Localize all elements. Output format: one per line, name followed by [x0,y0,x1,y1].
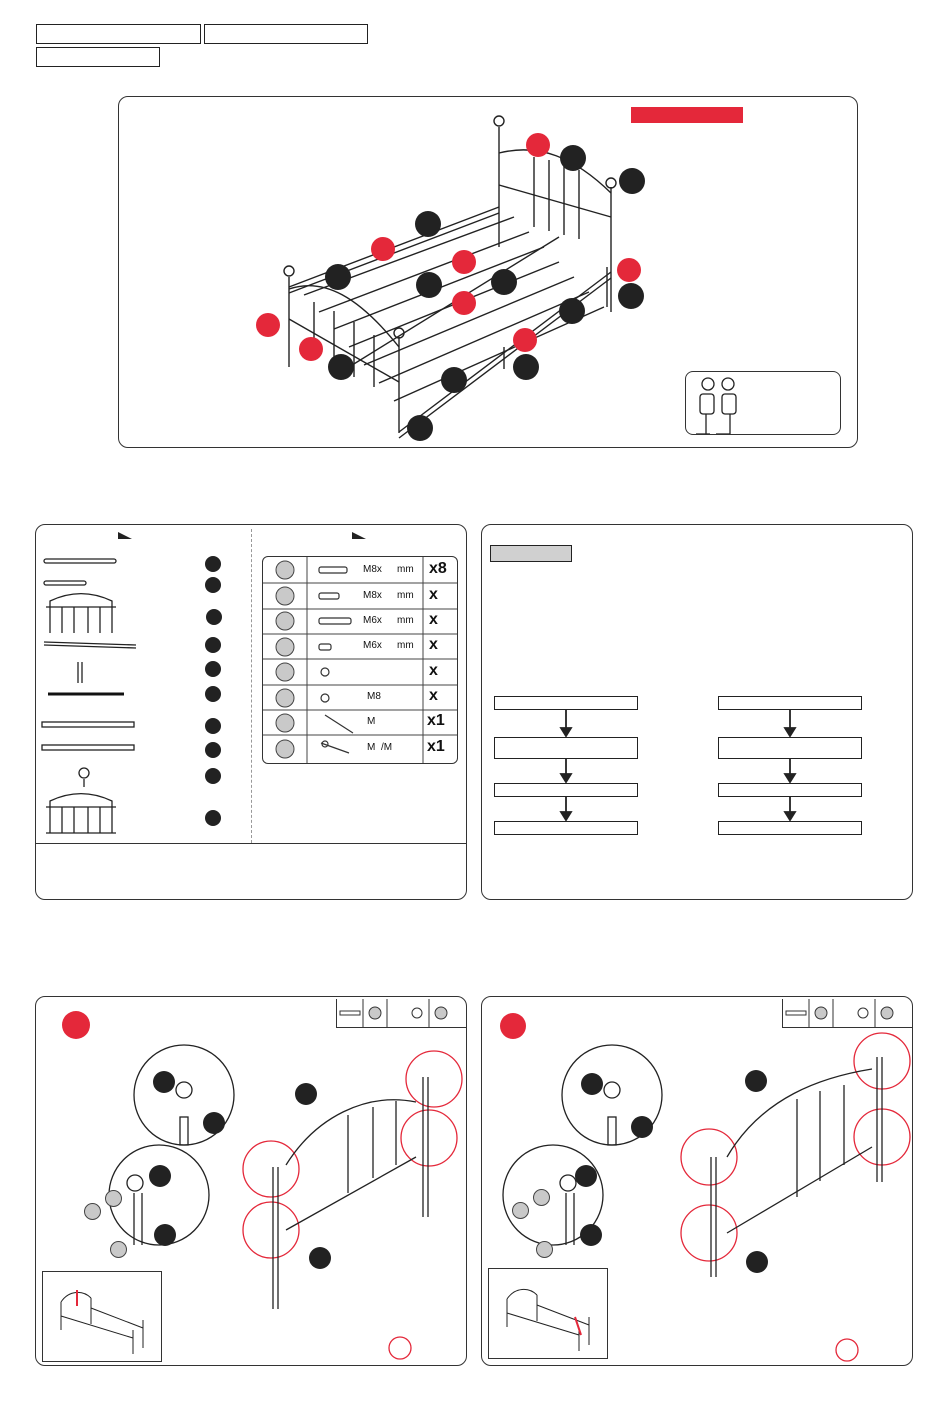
hardware-glyphs [263,557,457,763]
marker-red [299,337,323,361]
part-marker [205,718,221,734]
step-panel-left [35,996,467,1366]
marker-dark [415,211,441,237]
callout-dark [309,1247,331,1269]
callout-dark [631,1116,653,1138]
hardware-arrow-icon [350,530,370,540]
step-thumbnail [42,1271,162,1362]
marker-red [452,250,476,274]
hw-unit-3: mm [397,615,414,626]
callout-gray [536,1241,553,1258]
panel-footer-line [36,843,466,844]
marker-dark [619,168,645,194]
callout-dark [295,1083,317,1105]
marker-dark [407,415,433,441]
marker-dark [513,354,539,380]
hw-qty-5: x [429,662,438,679]
part-marker [205,686,221,702]
marker-red [256,313,280,337]
hw-unit-1: mm [397,564,414,575]
hw-qty-2: x [429,586,438,603]
marker-dark [328,354,354,380]
part-marker [205,768,221,784]
header-title-box-1 [36,24,201,44]
callout-dark [203,1112,225,1134]
flow-arrows [482,525,912,899]
part-marker [205,556,221,572]
part-marker [205,810,221,826]
callout-dark [575,1165,597,1187]
part-marker [205,637,221,653]
callout-gray [512,1202,529,1219]
hw-qty-3: x [429,611,438,628]
hw-qty-6: x [429,687,438,704]
marker-dark [325,264,351,290]
marker-red [452,291,476,315]
callout-dark [746,1251,768,1273]
marker-red [526,133,550,157]
callout-dark [153,1071,175,1093]
callout-gray [110,1241,127,1258]
callout-gray [533,1189,550,1206]
overview-panel [118,96,858,448]
marker-dark [416,272,442,298]
panel-divider [251,529,252,843]
hw-spec-3: M6x [363,615,382,626]
parts-panel [35,524,467,900]
callout-dark [580,1224,602,1246]
marker-dark [618,283,644,309]
callout-gray [84,1203,101,1220]
callout-dark [581,1073,603,1095]
hw-qty-8: x1 [427,738,445,755]
flow-panel [481,524,913,900]
marker-dark [560,145,586,171]
two-person-assembly-icon [685,371,841,435]
part-marker [205,661,221,677]
hw-qty-1: x8 [429,560,447,577]
marker-dark [559,298,585,324]
header-title-box-2 [204,24,368,44]
marker-dark [491,269,517,295]
hw-qty-4: x [429,636,438,653]
parts-list-drawings [36,525,251,843]
hw-unit-4: mm [397,640,414,651]
hw-spec-6: M8 [367,691,381,702]
header-title-box-3 [36,47,160,67]
marker-red [617,258,641,282]
part-marker [206,609,222,625]
hw-unit-2: mm [397,590,414,601]
marker-dark [441,367,467,393]
hw-spec-4: M6x [363,640,382,651]
callout-dark [149,1165,171,1187]
callout-gray [105,1190,122,1207]
part-marker [205,577,221,593]
step-panel-right [481,996,913,1366]
callout-dark [745,1070,767,1092]
hw-spec-7: M [367,716,376,727]
hw-spec-2: M8x [363,590,382,601]
hw-unit-8: /M [381,742,393,753]
hw-spec-1: M8x [363,564,382,575]
hw-qty-7: x1 [427,712,445,729]
marker-red [513,328,537,352]
marker-red [371,237,395,261]
hw-spec-8: M [367,742,376,753]
hardware-table [262,556,458,764]
part-marker [205,742,221,758]
step-thumbnail [488,1268,608,1359]
callout-dark [154,1224,176,1246]
